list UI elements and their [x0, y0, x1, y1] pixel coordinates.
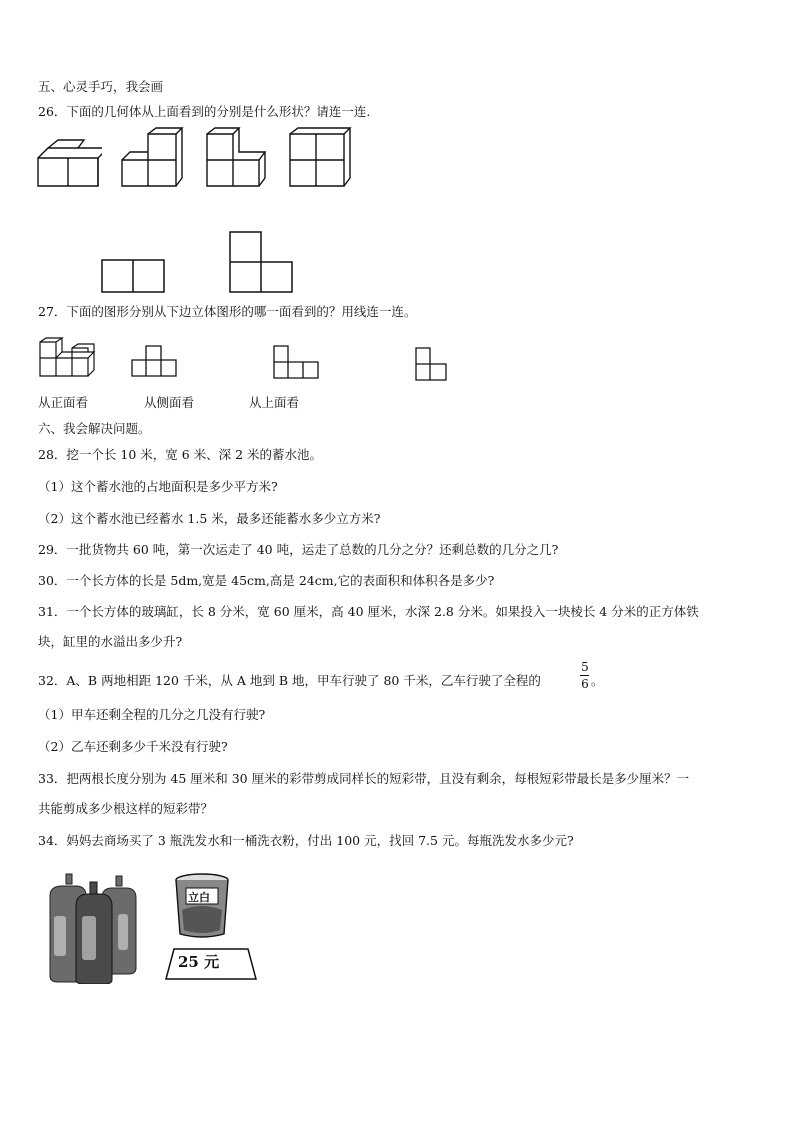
- q26-solid-2: [120, 126, 186, 190]
- q26-solid-1: [36, 126, 102, 190]
- section-5-title: 五、心灵手巧，我会画: [38, 79, 164, 94]
- question-28-sub-1: （1）这个蓄水池的占地面积是多少平方米?: [38, 479, 278, 494]
- q27-view-1: [130, 342, 178, 378]
- shampoo-bottles-image: [44, 872, 144, 984]
- section-6-title: 六、我会解决问题。: [38, 421, 151, 436]
- question-32: 32．A、B 两地相距 120 千米，从 A 地到 B 地，甲车行驶了 80 千米，乙车行驶了全程的: [38, 673, 541, 688]
- q27-label-front: 从正面看: [38, 395, 89, 410]
- question-26: 26．下面的几何体从上面看到的分别是什么形状？请连一连.: [38, 104, 371, 119]
- q26-top-view-2: [228, 230, 294, 294]
- question-31-line-1: 31．一个长方体的玻璃缸，长 8 分米，宽 60 厘米，高 40 厘米，水深 2.8 分米。如果投入一块棱长 4 分米的正方体铁: [38, 604, 699, 619]
- fraction-denominator: 6: [581, 677, 589, 691]
- price-tag-label: 25 元: [178, 953, 220, 971]
- question-30: 30．一个长方体的长是 5dm,宽是 45cm,高是 24cm,它的表面积和体积各是多少?: [38, 573, 495, 588]
- fraction-numerator: 5: [581, 660, 589, 674]
- detergent-bucket-image: [174, 872, 230, 940]
- question-28-sub-2: （2）这个蓄水池已经蓄水 1.5 米，最多还能蓄水多少立方米?: [38, 511, 381, 526]
- q26-top-view-1: [100, 258, 166, 294]
- q26-solid-3: [205, 126, 271, 190]
- fraction-bar: [580, 675, 589, 676]
- q27-view-2: [272, 344, 320, 380]
- question-34: 34．妈妈去商场买了 3 瓶洗发水和一桶洗衣粉，付出 100 元，找回 7.5 元。每瓶洗发水多少元?: [38, 833, 574, 848]
- question-29: 29．一批货物共 60 吨，第一次运走了 40 吨，运走了总数的几分之分？还剩总数的几分之几?: [38, 542, 559, 557]
- bucket-brand-label: 立白: [188, 891, 210, 904]
- question-32-sub-2: （2）乙车还剩多少千米没有行驶?: [38, 739, 228, 754]
- q27-view-3: [414, 346, 448, 382]
- question-32-sub-1: （1）甲车还剩全程的几分之几没有行驶?: [38, 707, 266, 722]
- question-28: 28．挖一个长 10 米，宽 6 米、深 2 米的蓄水池。: [38, 447, 323, 462]
- q27-label-side: 从侧面看: [144, 395, 195, 410]
- q27-solid: [38, 336, 100, 378]
- question-31-line-2: 块，缸里的水溢出多少升?: [38, 634, 183, 649]
- q27-label-top: 从上面看: [249, 395, 300, 410]
- question-33-line-1: 33．把两根长度分别为 45 厘米和 30 厘米的彩带剪成同样长的短彩带，且没有剩余，每根短彩带最长是多少厘米？一: [38, 771, 690, 786]
- question-27: 27．下面的图形分别从下边立体图形的哪一面看到的？用线连一连。: [38, 304, 417, 319]
- q26-solid-4: [288, 126, 354, 190]
- question-33-line-2: 共能剪成多少根这样的短彩带？: [38, 801, 214, 816]
- question-32-end: 。: [591, 673, 604, 688]
